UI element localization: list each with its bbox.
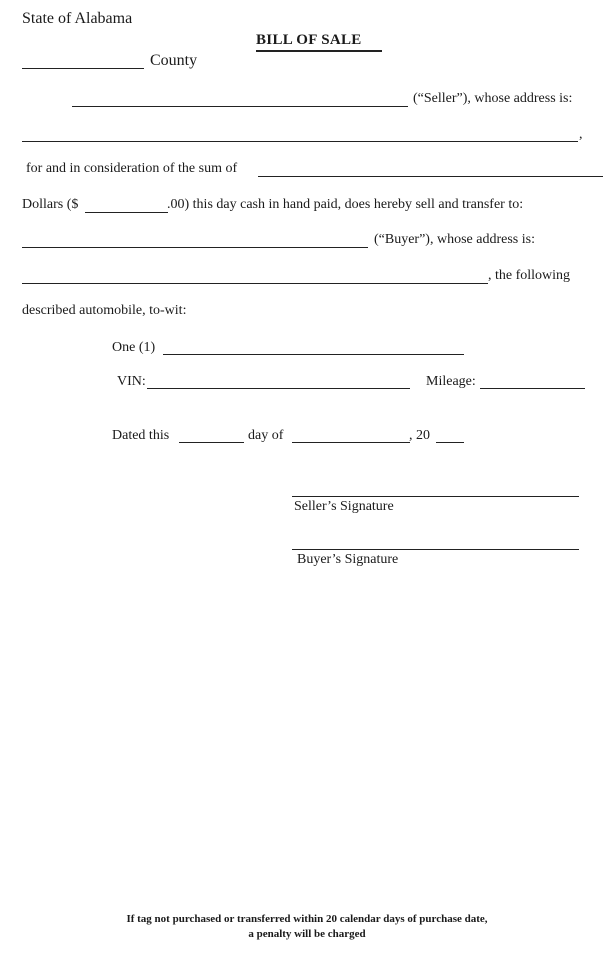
day-of-label: day of [248,428,284,443]
following-text: , the following [488,268,571,283]
vehicle-description-blank[interactable] [163,354,464,355]
year-blank[interactable] [436,442,464,443]
year-prefix: , 20 [409,428,430,443]
document-title: BILL OF SALE [256,32,362,48]
penalty-notice-line1: If tag not purchased or transferred within 20 calendar days of purchase date, [126,913,488,925]
seller-name-blank[interactable] [72,106,408,107]
vin-label: VIN: [117,374,146,389]
day-blank[interactable] [179,442,244,443]
seller-signature-line[interactable] [292,496,579,497]
vin-blank[interactable] [147,388,410,389]
month-blank[interactable] [292,442,410,443]
title-underline [256,50,382,52]
penalty-notice-line2: a penalty will be charged [248,928,366,940]
buyer-name-blank[interactable] [22,247,368,248]
seller-address-comma: , [579,127,583,142]
dollars-suffix: .00) this day cash in hand paid, does hereby sell and transfer to: [167,197,524,212]
buyer-clause: (“Buyer”), whose address is: [374,232,535,247]
mileage-blank[interactable] [480,388,585,389]
dated-this-label: Dated this [112,428,170,443]
county-blank[interactable] [22,68,144,69]
dollars-amount-blank[interactable] [85,212,168,213]
mileage-label: Mileage: [426,374,476,389]
sum-words-blank[interactable] [258,176,603,177]
seller-signature-label: Seller’s Signature [294,499,394,514]
described-text: described automobile, to-wit: [22,303,187,318]
buyer-signature-label: Buyer’s Signature [297,552,399,567]
state-label: State of Alabama [22,10,133,27]
buyer-address-blank[interactable] [22,283,488,284]
seller-address-blank[interactable] [22,141,578,142]
one-label: One (1) [112,340,156,355]
county-label: County [150,52,198,69]
consideration-text: for and in consideration of the sum of [26,161,238,176]
seller-clause: (“Seller”), whose address is: [413,91,573,106]
buyer-signature-line[interactable] [292,549,579,550]
dollars-prefix: Dollars ($ [22,197,79,212]
